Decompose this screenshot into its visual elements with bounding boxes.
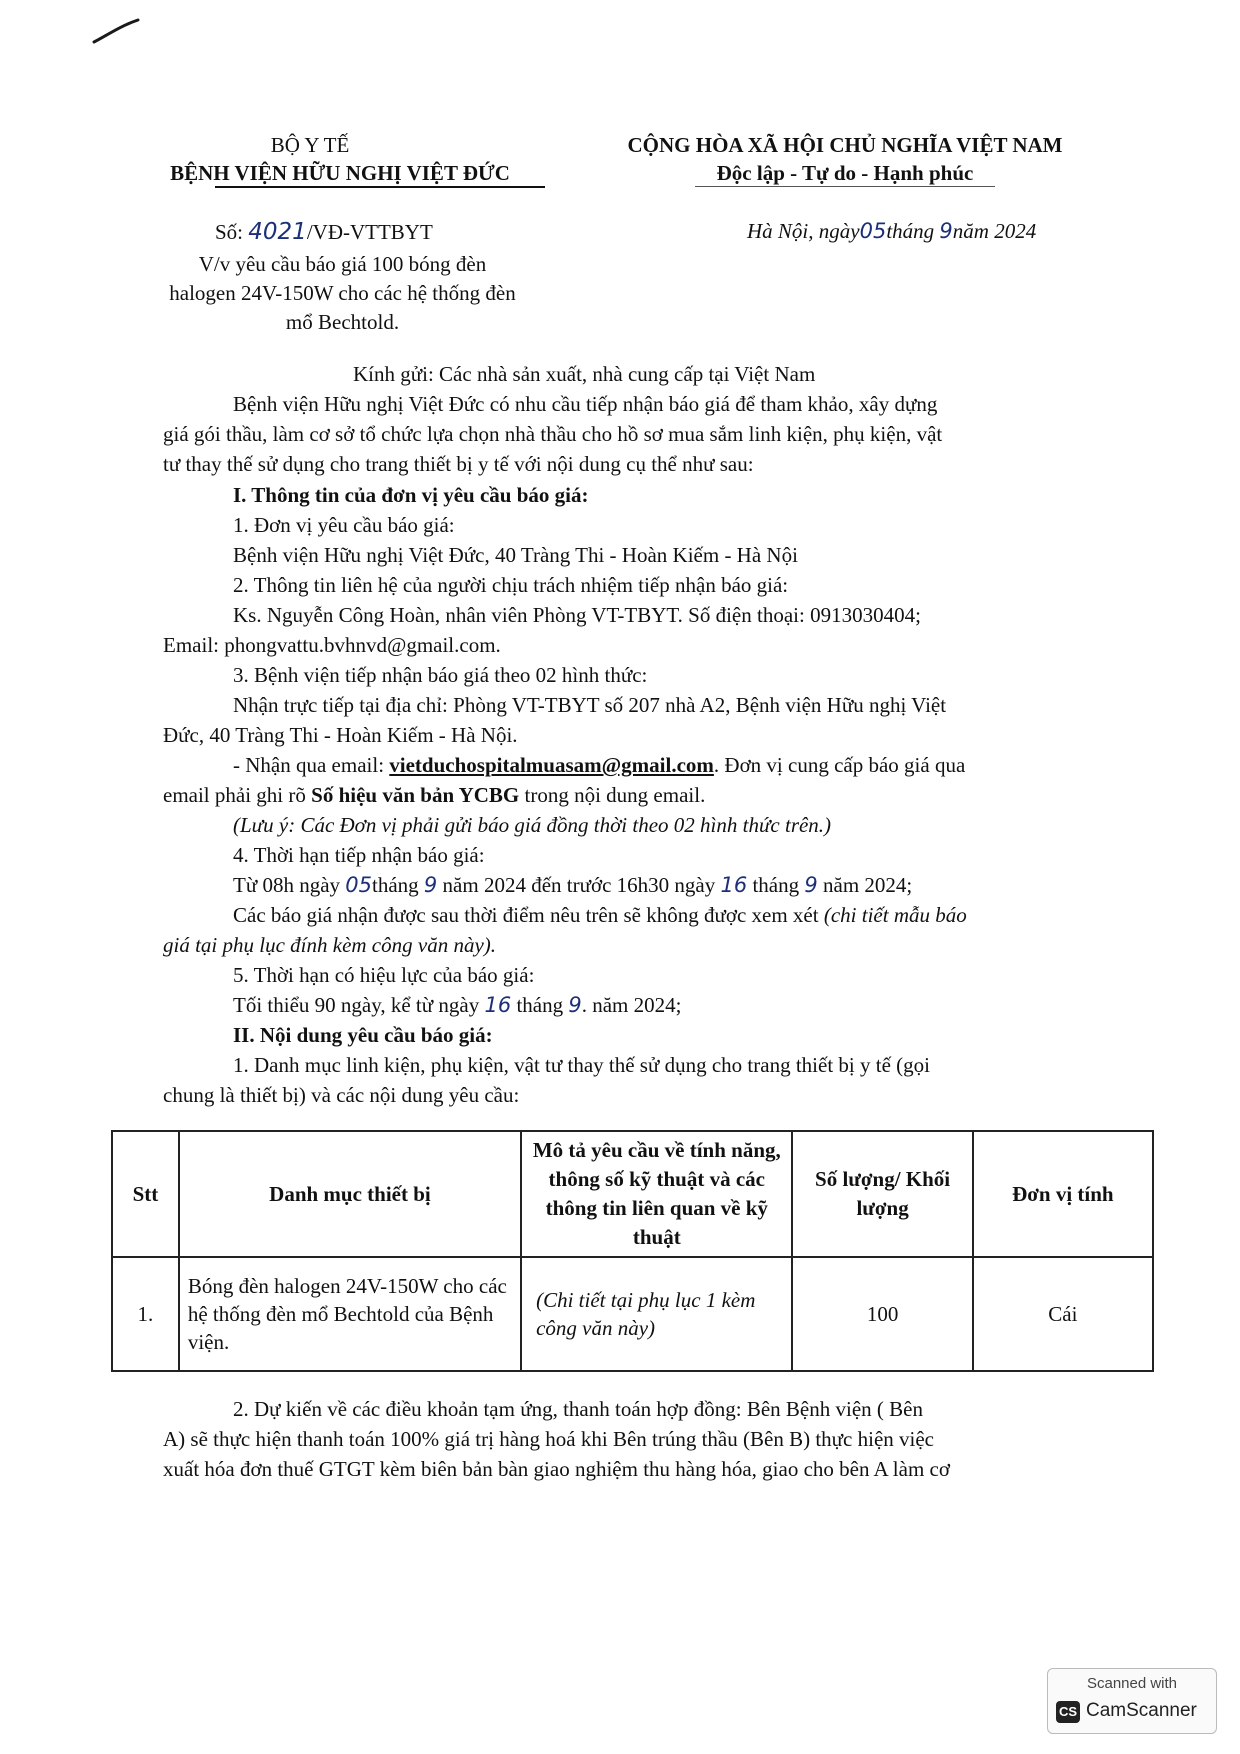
period-text-1: Từ 08h ngày (233, 873, 341, 897)
subject-line-2: halogen 24V-150W cho các hệ thống đèn (169, 281, 516, 305)
item-2-1-line-2: chung là thiết bị) và các nội dung yêu cầu: (163, 1083, 520, 1107)
greeting: Kính gửi: Các nhà sản xuất, nhà cung cấp tại Việt Nam (353, 362, 816, 386)
item-1-2-email: Email: phongvattu.bvhnvd@gmail.com. (163, 633, 501, 657)
document-number (215, 219, 433, 245)
item-2-1-line-1: 1. Danh mục linh kiện, phụ kiện, vật tư thay thế sử dụng cho trang thiết bị y tế (gọi (233, 1053, 930, 1077)
intro-line-3: tư thay thế sử dụng cho trang thiết bị y tế với nội dung cụ thể như sau: (163, 452, 754, 476)
subject-line-1: V/v yêu cầu báo giá 100 bóng đèn (198, 252, 487, 276)
subject-line (120, 250, 565, 337)
equipment-table (111, 1130, 1154, 1372)
period-text-3: năm 2024 đến trước 16h30 ngày (442, 873, 716, 897)
hospital-underline (215, 186, 545, 190)
header-unit: Đơn vị tính (973, 1131, 1153, 1257)
email-line-prefix: - Nhận qua email: (233, 753, 390, 777)
item-1-5: 5. Thời hạn có hiệu lực của báo giá: (233, 963, 535, 987)
item-1-4-note-2: giá tại phụ lục đính kèm công văn này). (163, 933, 497, 957)
late-note-italic: (chi tiết mẫu báo (823, 903, 967, 927)
period-text-5: năm 2024; (823, 873, 913, 897)
number-prefix: Số: (215, 220, 244, 244)
pen-stroke-mark (92, 14, 144, 46)
section-2-title: II. Nội dung yêu cầu báo giá: (233, 1023, 493, 1047)
item-1-2: 2. Thông tin liên hệ của người chịu trách nhiệm tiếp nhận báo giá: (233, 573, 789, 597)
handwritten-number: 4021 (248, 219, 307, 245)
item-1-3-email-line (233, 753, 965, 778)
item-1-3-note: (Lưu ý: Các Đơn vị phải gửi báo giá đồng thời theo 02 hình thức trên.) (233, 813, 832, 837)
cell-unit: Cái (973, 1257, 1153, 1371)
validity-text-2: tháng (516, 993, 564, 1017)
cell-description: (Chi tiết tại phụ lục 1 kèm công văn này) (521, 1257, 792, 1371)
handwritten-start-month: 9 (423, 873, 438, 897)
handwritten-start-day: 05 (345, 873, 373, 897)
national-motto: Độc lập - Tự do - Hạnh phúc (716, 161, 974, 185)
item-1-4-note-1 (233, 903, 967, 928)
item-1-4: 4. Thời hạn tiếp nhận báo giá: (233, 843, 485, 867)
late-note-text: Các báo giá nhận được sau thời điểm nêu trên sẽ không được xem xét (233, 903, 824, 927)
item-2-2-line-1: 2. Dự kiến về các điều khoản tạm ứng, thanh toán hợp đồng: Bên Bệnh viện ( Bên (233, 1397, 923, 1421)
period-text-4: tháng (752, 873, 800, 897)
month-word: tháng (886, 219, 935, 243)
requirement-prefix: email phải ghi rõ (163, 783, 312, 807)
header-stt: Stt (112, 1131, 179, 1257)
item-1-3-address-2: Đức, 40 Tràng Thi - Hoàn Kiếm - Hà Nội. (163, 723, 518, 747)
header-quantity: Số lượng/ Khối lượng (792, 1131, 972, 1257)
item-1-2-value: Ks. Nguyễn Công Hoàn, nhân viên Phòng VT-TBYT. Số điện thoại: 0913030404; (233, 603, 921, 627)
item-1-3-email-requirement (163, 783, 705, 808)
requirement-suffix: trong nội dung email. (519, 783, 706, 807)
handwritten-month: 9 (939, 219, 953, 243)
section-1-title: I. Thông tin của đơn vị yêu cầu báo giá: (233, 483, 589, 507)
header-description: Mô tả yêu cầu về tính năng, thông số kỹ thuật và các thông tin liên quan về kỹ thuật (521, 1131, 792, 1257)
item-1-3: 3. Bệnh viện tiếp nhận báo giá theo 02 hình thức: (233, 663, 648, 687)
item-1-1-value: Bệnh viện Hữu nghị Việt Đức, 40 Tràng Thi - Hoàn Kiếm - Hà Nội (233, 543, 798, 567)
handwritten-validity-day: 16 (484, 993, 512, 1017)
header-equipment: Danh mục thiết bị (179, 1131, 521, 1257)
hospital-name (120, 161, 560, 186)
intro-line-2: giá gói thầu, làm cơ sở tổ chức lựa chọn nhà thầu cho hồ sơ mua sắm linh kiện, phụ kiện, vật (163, 422, 943, 446)
table-header-row (112, 1131, 1153, 1257)
ministry-name: BỘ Y TẾ (270, 133, 350, 157)
item-2-2-line-3: xuất hóa đơn thuế GTGT kèm biên bản bàn giao nghiệm thu hàng hóa, giao cho bên A làm cơ (163, 1457, 950, 1481)
table-row (112, 1257, 1153, 1371)
place-date (747, 219, 1036, 244)
requirement-bold: Số hiệu văn bản YCBG (311, 783, 520, 807)
handwritten-day: 05 (859, 219, 887, 243)
handwritten-end-day: 16 (720, 873, 748, 897)
item-1-5-validity (233, 993, 681, 1018)
period-text-2: tháng (372, 873, 419, 897)
year-text: năm 2024 (952, 219, 1037, 243)
intro-line-1: Bệnh viện Hữu nghị Việt Đức có nhu cầu tiếp nhận báo giá để tham khảo, xây dựng (233, 392, 938, 416)
number-suffix: /VĐ-VTTBYT (306, 220, 433, 244)
item-1-3-address-1: Nhận trực tiếp tại địa chỉ: Phòng VT-TBYT số 207 nhà A2, Bệnh viện Hữu nghị Việt (233, 693, 947, 717)
scanned-with-text: Scanned with (1086, 1675, 1178, 1692)
validity-text-3: . năm 2024; (581, 993, 682, 1017)
item-1-4-period (233, 873, 912, 898)
handwritten-end-month: 9 (804, 873, 818, 897)
place-date-prefix: Hà Nội, ngày (747, 219, 860, 243)
hospital-name-text: BỆNH VIỆN HỮU NGHỊ VIỆT ĐỨC (170, 161, 510, 185)
subject-line-3: mổ Bechtold. (285, 310, 400, 334)
item-1-1: 1. Đơn vị yêu cầu báo giá: (233, 513, 455, 537)
cell-quantity: 100 (792, 1257, 972, 1371)
validity-text-1: Tối thiểu 90 ngày, kể từ ngày (233, 993, 480, 1017)
camscanner-watermark (1047, 1668, 1217, 1734)
handwritten-validity-month: 9 (568, 993, 582, 1017)
motto-underline (695, 186, 995, 190)
item-2-2-line-2: A) sẽ thực hiện thanh toán 100% giá trị hàng hoá khi Bên trúng thầu (Bên B) thực hiện việc (163, 1427, 934, 1451)
cell-stt: 1. (112, 1257, 179, 1371)
procurement-email-link[interactable]: vietduchospitalmuasam@gmail.com (389, 753, 714, 777)
cell-equipment: Bóng đèn halogen 24V-150W cho các hệ thống đèn mổ Bechtold của Bệnh viện. (179, 1257, 521, 1371)
email-line-suffix: . Đơn vị cung cấp báo giá qua (713, 753, 966, 777)
camscanner-brand-text: CamScanner (1086, 1700, 1197, 1721)
camscanner-logo-icon: CS (1056, 1701, 1080, 1723)
nation-title: CỘNG HÒA XÃ HỘI CHỦ NGHĨA VIỆT NAM (627, 133, 1063, 157)
